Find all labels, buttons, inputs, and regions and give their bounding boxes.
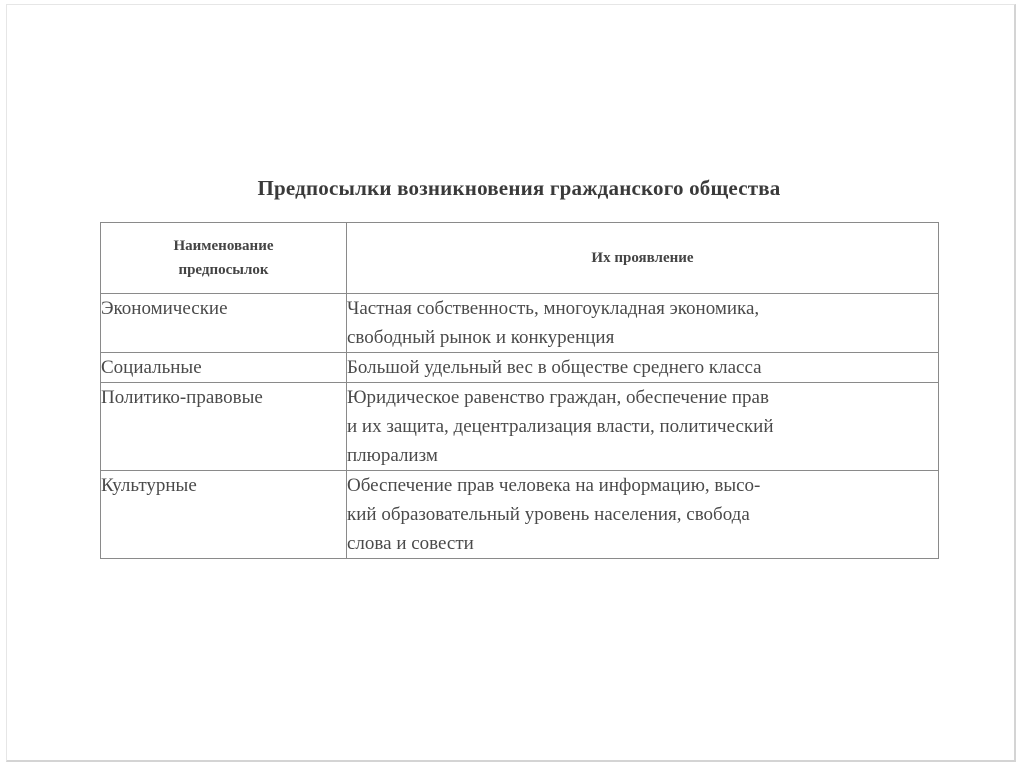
manifestation-line: Юридическое равенство граждан, обеспечение прав	[347, 387, 769, 408]
prerequisite-name: Культурные	[101, 471, 347, 559]
manifestation-line: Обеспечение прав человека на информацию, высо-	[347, 475, 761, 496]
prerequisite-name: Политико-правовые	[101, 383, 347, 471]
table-row	[101, 471, 939, 559]
manifestation-line: плюрализм	[347, 445, 438, 466]
prerequisite-name: Социальные	[101, 353, 347, 383]
table-header-row	[101, 223, 939, 294]
header-name-line: предпосылок	[178, 262, 269, 278]
header-prerequisite-name	[101, 223, 347, 294]
manifestation-line: кий образовательный уровень населения, свобода	[347, 504, 750, 525]
table-row	[101, 294, 939, 353]
manifestation-line: Частная собственность, многоукладная экономика,	[347, 298, 760, 319]
header-manifestation: Их проявление	[347, 223, 939, 294]
manifestation-line: свободный рынок и конкуренция	[347, 327, 615, 348]
prerequisite-name: Экономические	[101, 294, 347, 353]
table-row	[101, 353, 939, 383]
header-name-line: Наименование	[173, 238, 274, 254]
prerequisites-table	[100, 222, 939, 559]
table-row	[101, 383, 939, 471]
prerequisite-manifestation	[347, 353, 939, 383]
page-title: Предпосылки возникновения гражданского общества	[257, 176, 781, 200]
manifestation-line: слова и совести	[347, 533, 474, 554]
manifestation-line: Большой удельный вес в обществе среднего класса	[347, 357, 762, 378]
manifestation-line: и их защита, децентрализация власти, политический	[347, 416, 774, 437]
prerequisite-manifestation	[347, 383, 939, 471]
prerequisite-manifestation	[347, 471, 939, 559]
prerequisite-manifestation	[347, 294, 939, 353]
